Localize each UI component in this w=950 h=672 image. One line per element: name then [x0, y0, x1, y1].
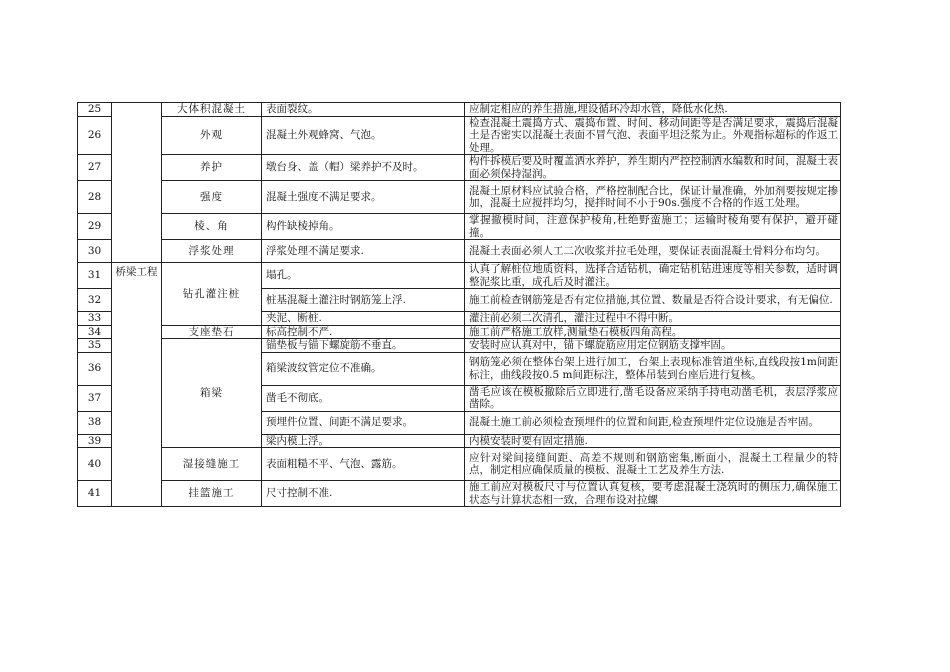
- category-cell-empty: [112, 103, 162, 263]
- measure-text: 检查混凝土震捣方式、震捣布置、时间、移动间距等是否满足要求，震捣后混凝土是否密实以混凝土表面不冒气泡、表面平坦泛浆为止。外观指标超标的作返工处理。: [465, 116, 841, 155]
- measure-text: 混凝土施工前必须检查预埋件的位置和间距,检查预埋件定位设施是否牢固。: [465, 411, 841, 434]
- row-number: 31: [78, 263, 112, 289]
- row-number: 28: [78, 181, 112, 214]
- problem-text: 浮浆处理不满足要求.: [262, 240, 465, 263]
- sub-item: 箱梁: [162, 339, 262, 448]
- measure-text: 应制定相应的养生措施,埋设循环冷却水管，降低水化热.: [465, 103, 841, 117]
- measure-text: 施工前应对模板尺寸与位置认真复核，要考虑混凝土浇筑时的侧压力,确保施工状态与计算状态相一致，合理布设对拉螺: [465, 481, 841, 507]
- problem-text: 表面粗糙不平、气泡、露筋。: [262, 448, 465, 481]
- sub-item: 钻孔灌注桩: [162, 263, 262, 326]
- measure-text: 认真了解桩位地质资料，选择合适钻机，确定钻机钻进速度等相关参数，适时调整泥浆比重，成孔后及时灌注。: [465, 263, 841, 289]
- table-row: [78, 214, 841, 240]
- problem-text: 梁内模上浮。: [262, 434, 465, 448]
- row-number: 29: [78, 214, 112, 240]
- sub-item: 棱、角: [162, 214, 262, 240]
- measure-text: 混凝土原材料应试验合格，严格控制配合比，保证计量准确，外加剂要按规定掺加，混凝土应搅拌均匀，搅拌时间不小于90s.强度不合格的作返工处理。: [465, 181, 841, 214]
- measure-text: 施工前严格施工放样,测量垫石模板四角高程。: [465, 325, 841, 339]
- row-number: 41: [78, 481, 112, 507]
- problem-text: 尺寸控制不准.: [262, 481, 465, 507]
- sub-item: 浮浆处理: [162, 240, 262, 263]
- measure-text: 内模安装时要有固定措施.: [465, 434, 841, 448]
- table-row: [78, 181, 841, 214]
- measure-text: 施工前检查钢筋笼是否有定位措施,其位置、数量是否符合设计要求，有无偏位.: [465, 289, 841, 312]
- problem-text: 箱梁波纹管定位不准确。: [262, 352, 465, 385]
- sub-item: 外观: [162, 116, 262, 155]
- measure-text: 安装时应认真对中，锚下螺旋筋应用定位钢筋支撑牢固。: [465, 339, 841, 353]
- problem-text: 混凝土外观蜂窝、气泡。: [262, 116, 465, 155]
- table-row: [78, 339, 841, 353]
- category-cell: [112, 263, 162, 507]
- table-row: [78, 325, 841, 339]
- row-number: 35: [78, 339, 112, 353]
- measure-text: 应针对梁间接缝间距、高差不规则和钢筋密集,断面小，混凝土工程量少的特点，制定相应确保质量的模板、混凝土工艺及养生方法.: [465, 448, 841, 481]
- measure-text: 掌握撤模时间，注意保护棱角,杜绝野蛮施工；运输时棱角要有保护，避开碰撞。: [465, 214, 841, 240]
- problem-text: 墩台身、盖（帽）梁养护不及时。: [262, 155, 465, 181]
- row-number: 39: [78, 434, 112, 448]
- sub-item: 大体积混凝土: [162, 103, 262, 117]
- table-row: [78, 103, 841, 117]
- quality-control-table: [77, 102, 841, 507]
- problem-text: 预埋件位置、间距不满足要求。: [262, 411, 465, 434]
- problem-text: 构件缺棱掉角。: [262, 214, 465, 240]
- row-number: 37: [78, 385, 112, 411]
- sub-item: 养护: [162, 155, 262, 181]
- problem-text: 标高控制不严.: [262, 325, 465, 339]
- row-number: 34: [78, 325, 112, 339]
- sub-item: 支座垫石: [162, 325, 262, 339]
- row-number: 26: [78, 116, 112, 155]
- row-number: 32: [78, 289, 112, 312]
- problem-text: 夹泥、断桩.: [262, 312, 465, 326]
- row-number: 33: [78, 312, 112, 326]
- sub-item: 挂篮施工: [162, 481, 262, 507]
- category-label: 桥梁工程: [115, 266, 158, 278]
- problem-text: 混凝土强度不满足要求。: [262, 181, 465, 214]
- table-row: [78, 263, 841, 289]
- row-number: 30: [78, 240, 112, 263]
- table-row: [78, 116, 841, 155]
- problem-text: 表面裂纹。: [262, 103, 465, 117]
- measure-text: 凿毛应该在模板撤除后立即进行,凿毛设备应采纳手持电动凿毛机，表层浮浆应凿除。: [465, 385, 841, 411]
- problem-text: 塌孔。: [262, 263, 465, 289]
- row-number: 25: [78, 103, 112, 117]
- table-row: [78, 240, 841, 263]
- table-row: [78, 481, 841, 507]
- problem-text: 桩基混凝土灌注时钢筋笼上浮.: [262, 289, 465, 312]
- row-number: 40: [78, 448, 112, 481]
- problem-text: 锚垫板与锚下螺旋筋不垂直。: [262, 339, 465, 353]
- row-number: 36: [78, 352, 112, 385]
- measure-text: 构件拆模后要及时覆盖洒水养护，养生期内严控控制洒水编数和时间，混凝土表面必须保持湿润。: [465, 155, 841, 181]
- measure-text: 混凝土表面必须人工二次收浆并拉毛处理，要保证表面混凝土骨料分布均匀。: [465, 240, 841, 263]
- measure-text: 灌注前必须二次清孔，灌注过程中不得中断。: [465, 312, 841, 326]
- measure-text: 钢筋笼必须在整体台架上进行加工，台架上表现标准管道坐标,直线段按1m间距标注，曲线段按0.5 m间距标注，整体吊装到台座后进行复核。: [465, 352, 841, 385]
- row-number: 38: [78, 411, 112, 434]
- problem-text: 凿毛不彻底。: [262, 385, 465, 411]
- sub-item: 湿接缝施工: [162, 448, 262, 481]
- row-number: 27: [78, 155, 112, 181]
- table-row: [78, 155, 841, 181]
- sub-item: 强度: [162, 181, 262, 214]
- table-row: [78, 448, 841, 481]
